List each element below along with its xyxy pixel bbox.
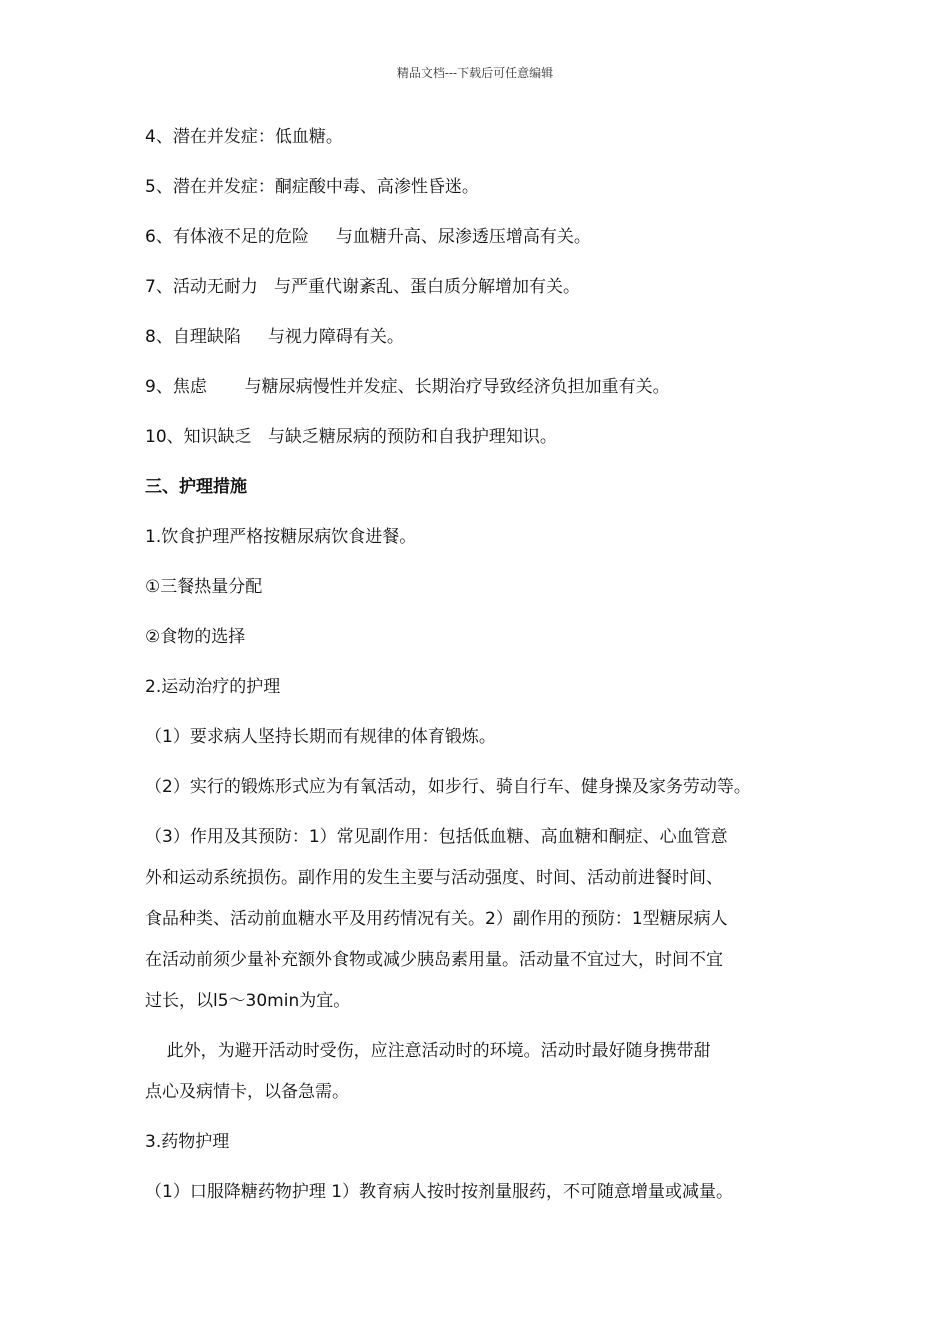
text-line: （2）实行的锻炼形式应为有氧活动，如步行、骑自行车、健身操及家务劳动等。	[145, 777, 751, 797]
section-heading: 三、护理措施	[145, 477, 247, 497]
text-line: 点心及病情卡，以备急需。	[145, 1082, 349, 1102]
text-line: 过长，以l5～30min为宜。	[145, 991, 351, 1011]
text-line: ②食物的选择	[145, 627, 246, 647]
text-line: 食品种类、活动前血糖水平及用药情况有关。2）副作用的预防：1型糖尿病人	[145, 909, 728, 929]
text-line: 4、潜在并发症：低血糖。	[145, 127, 343, 147]
text-line: 7、活动无耐力 与严重代谢紊乱、蛋白质分解增加有关。	[145, 277, 581, 297]
text-line: ①三餐热量分配	[145, 577, 263, 597]
text-line: 在活动前须少量补充额外食物或减少胰岛素用量。活动量不宜过大，时间不宜	[145, 950, 723, 970]
text-line: 1.饮食护理严格按糖尿病饮食进餐。	[145, 527, 417, 547]
text-line: 10、知识缺乏 与缺乏糖尿病的预防和自我护理知识。	[145, 427, 557, 447]
text-line: 此外，为避开活动时受伤，应注意活动时的环境。活动时最好随身携带甜	[145, 1041, 711, 1061]
text-line: （3）作用及其预防：1）常见副作用：包括低血糖、高血糖和酮症、心血管意	[145, 827, 728, 847]
text-line: 外和运动系统损伤。副作用的发生主要与活动强度、时间、活动前进餐时间、	[145, 868, 723, 888]
page-header: 精品文档---下载后可任意编辑	[396, 66, 554, 80]
text-line: 5、潜在并发症：酮症酸中毒、高渗性昏迷。	[145, 177, 479, 197]
text-line: （1）口服降糖药物护理 1）教育病人按时按剂量服药，不可随意增量或减量。	[145, 1182, 734, 1202]
text-line: 8、自理缺陷 与视力障碍有关。	[145, 327, 404, 347]
text-line: 2.运动治疗的护理	[145, 677, 281, 697]
text-line: （1）要求病人坚持长期而有规律的体育锻炼。	[145, 727, 496, 747]
text-line: 6、有体液不足的危险 与血糖升高、尿渗透压增高有关。	[145, 227, 591, 247]
text-line: 9、焦虑 与糖尿病慢性并发症、长期治疗导致经济负担加重有关。	[145, 377, 670, 397]
text-line: 3.药物护理	[145, 1132, 230, 1152]
